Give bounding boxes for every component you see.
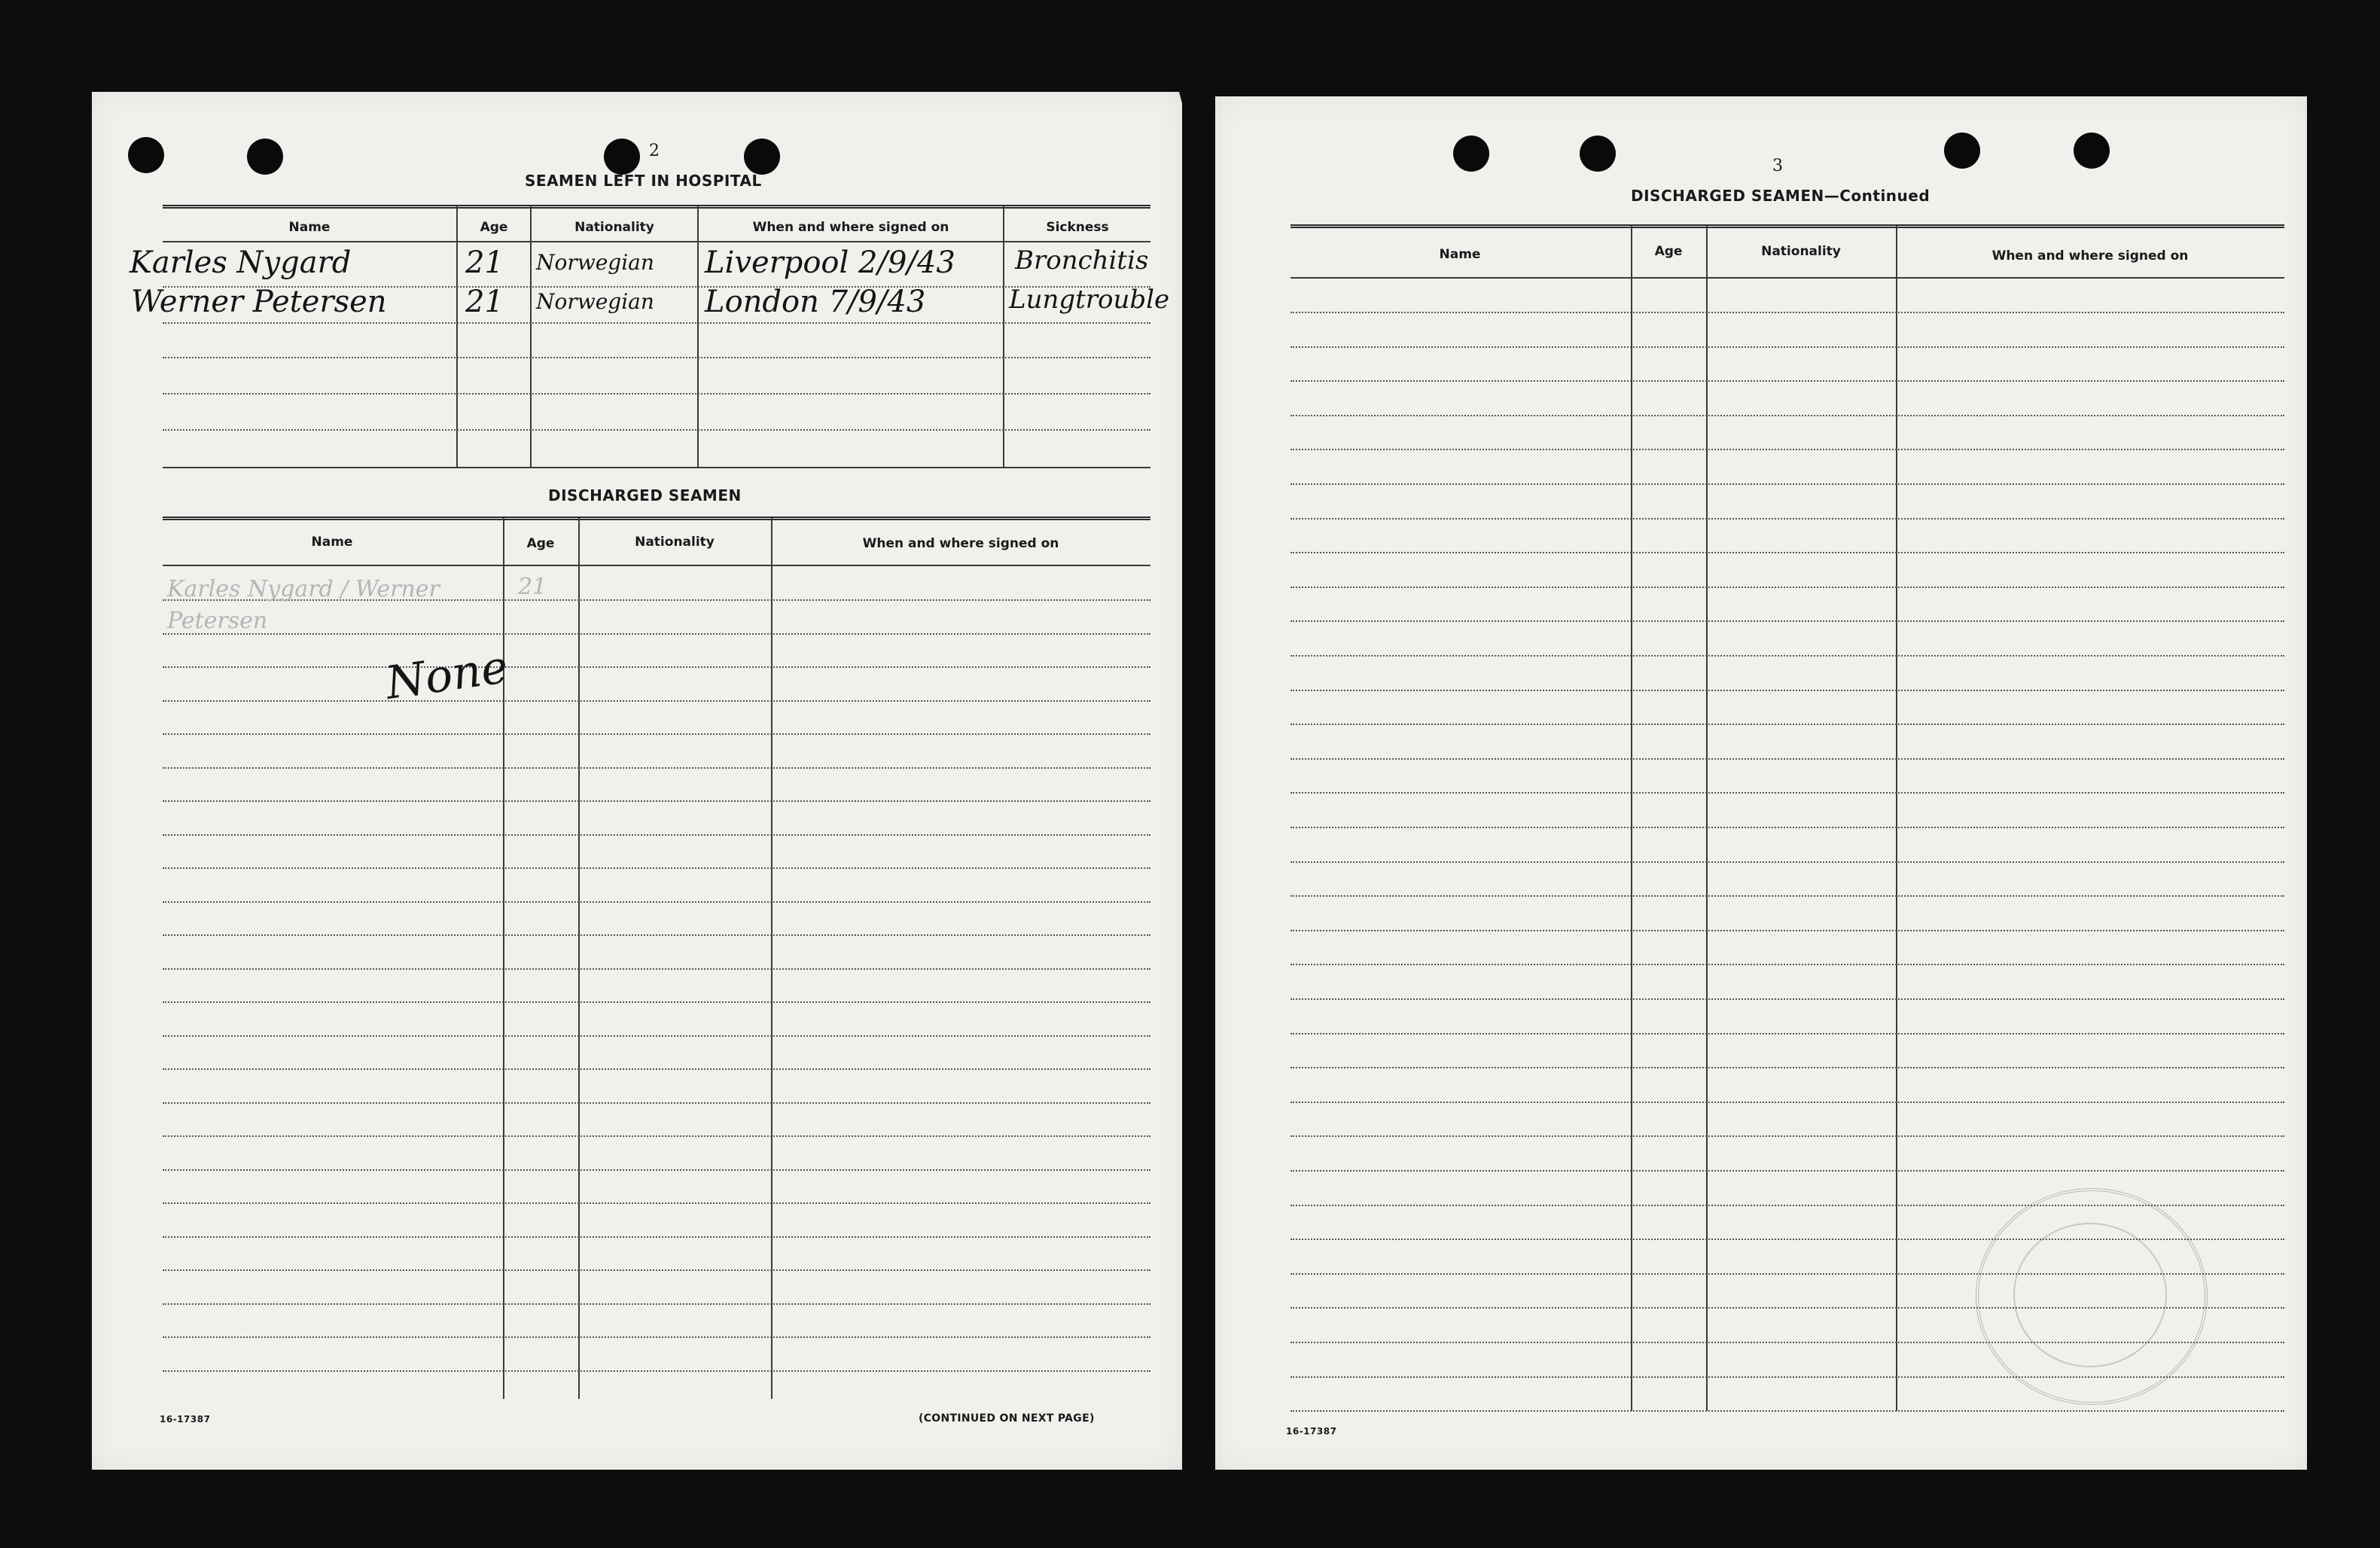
column-divider (771, 518, 773, 1399)
column-header-signed-on: When and where signed on (862, 536, 1059, 551)
punch-hole (1580, 136, 1616, 172)
punch-hole (604, 139, 640, 175)
table-top-rule (1291, 224, 2284, 228)
row-rule (1291, 1033, 2284, 1035)
punch-hole (744, 139, 780, 175)
row-rule (163, 1236, 1150, 1238)
row-rule (163, 1370, 1150, 1372)
row-rule (1291, 483, 2284, 485)
row-rule (1291, 758, 2284, 760)
handwritten-age: 21 (465, 245, 504, 280)
row-rule (1291, 690, 2284, 691)
column-header-nationality: Nationality (635, 535, 715, 550)
row-rule (163, 1068, 1150, 1070)
handwritten-sickness: Lungtrouble (1009, 285, 1170, 315)
discharged-section-title: DISCHARGED SEAMEN (548, 486, 742, 504)
punch-hole (247, 139, 283, 175)
column-divider (1003, 206, 1004, 467)
column-header-signed-on: When and where signed on (752, 220, 949, 235)
column-header-age: Age (480, 220, 508, 235)
column-header-age: Age (526, 536, 555, 551)
row-rule (1291, 346, 2284, 348)
row-rule (1291, 655, 2284, 657)
row-rule (1291, 895, 2284, 897)
page-number: 2 (649, 142, 660, 160)
handwritten-signed-on: Liverpool 2/9/43 (705, 245, 955, 280)
column-divider (1706, 226, 1708, 1411)
handwritten-signed-on: London 7/9/43 (705, 285, 926, 319)
punch-hole (1453, 136, 1489, 172)
row-rule (1291, 587, 2284, 588)
handwritten-none: None (382, 641, 511, 710)
row-rule (163, 1169, 1150, 1171)
right-page (1215, 96, 2307, 1470)
row-rule (1291, 792, 2284, 794)
handwritten-nationality: Norwegian (536, 250, 654, 275)
row-rule (1291, 827, 2284, 828)
row-rule (163, 1035, 1150, 1037)
header-rule (163, 565, 1150, 566)
row-rule (1291, 1102, 2284, 1103)
column-header-name: Name (311, 535, 353, 550)
row-rule (163, 901, 1150, 903)
row-rule (1291, 552, 2284, 553)
left-page (92, 92, 1182, 1470)
page-number: 3 (1772, 157, 1783, 175)
row-rule (1291, 415, 2284, 416)
header-rule (1291, 277, 2284, 279)
punch-hole (128, 137, 164, 173)
column-header-nationality: Nationality (574, 220, 654, 235)
torn-notch (1179, 92, 1217, 123)
table-bottom-rule (163, 467, 1150, 468)
column-divider (578, 518, 580, 1399)
handwritten-nationality: Norwegian (536, 289, 654, 314)
form-code: 16-17387 (160, 1414, 211, 1425)
row-rule (163, 1135, 1150, 1137)
erased-age: 21 (518, 574, 547, 600)
official-stamp-inner (2013, 1223, 2167, 1367)
column-header-nationality: Nationality (1761, 244, 1841, 259)
row-rule (163, 800, 1150, 802)
column-header-name: Name (1439, 247, 1481, 262)
row-rule (1291, 518, 2284, 520)
row-rule (163, 357, 1150, 358)
row-rule (163, 700, 1150, 702)
row-rule (1291, 1410, 2284, 1412)
continued-note: (CONTINUED ON NEXT PAGE) (919, 1412, 1095, 1425)
row-rule (163, 733, 1150, 735)
row-rule (1291, 964, 2284, 965)
row-rule (163, 1303, 1150, 1305)
column-divider (530, 206, 532, 467)
row-rule (163, 429, 1150, 431)
row-rule (1291, 1135, 2284, 1137)
row-rule (163, 934, 1150, 936)
row-rule (163, 666, 1150, 668)
handwritten-sickness: Bronchitis (1015, 245, 1149, 276)
row-rule (1291, 998, 2284, 1000)
row-rule (1291, 380, 2284, 382)
column-divider (1631, 226, 1632, 1411)
row-rule (1291, 1170, 2284, 1172)
punch-hole (2074, 133, 2110, 169)
column-divider (456, 206, 458, 467)
column-divider (697, 206, 699, 467)
handwritten-name: Karles Nygard (130, 245, 352, 280)
row-rule (163, 1269, 1150, 1271)
row-rule (163, 867, 1150, 869)
hospital-section-title: SEAMEN LEFT IN HOSPITAL (525, 172, 762, 190)
column-header-sickness: Sickness (1046, 220, 1109, 235)
row-rule (1291, 449, 2284, 450)
row-rule (163, 1102, 1150, 1104)
column-divider (1896, 226, 1897, 1411)
row-rule (1291, 724, 2284, 725)
row-rule (163, 834, 1150, 836)
punch-hole (1944, 133, 1980, 169)
table-top-rule (163, 517, 1150, 520)
erased-handwriting: Karles Nygard / Werner Petersen (167, 576, 440, 634)
column-header-name: Name (288, 220, 331, 235)
row-rule (1291, 861, 2284, 863)
row-rule (163, 1001, 1150, 1003)
column-header-age: Age (1654, 244, 1683, 259)
row-rule (163, 1336, 1150, 1338)
row-rule (163, 1202, 1150, 1204)
row-rule (163, 968, 1150, 970)
form-code: 16-17387 (1286, 1426, 1337, 1437)
handwritten-name: Werner Petersen (131, 285, 387, 319)
row-rule (1291, 620, 2284, 622)
row-rule (1291, 1067, 2284, 1068)
row-rule (163, 767, 1150, 769)
discharged-continued-title: DISCHARGED SEAMEN—Continued (1631, 187, 1931, 205)
row-rule (163, 393, 1150, 395)
handwritten-age: 21 (465, 285, 504, 319)
column-header-signed-on: When and where signed on (1991, 248, 2189, 264)
row-rule (1291, 930, 2284, 931)
row-rule (1291, 312, 2284, 313)
row-rule (163, 322, 1150, 324)
